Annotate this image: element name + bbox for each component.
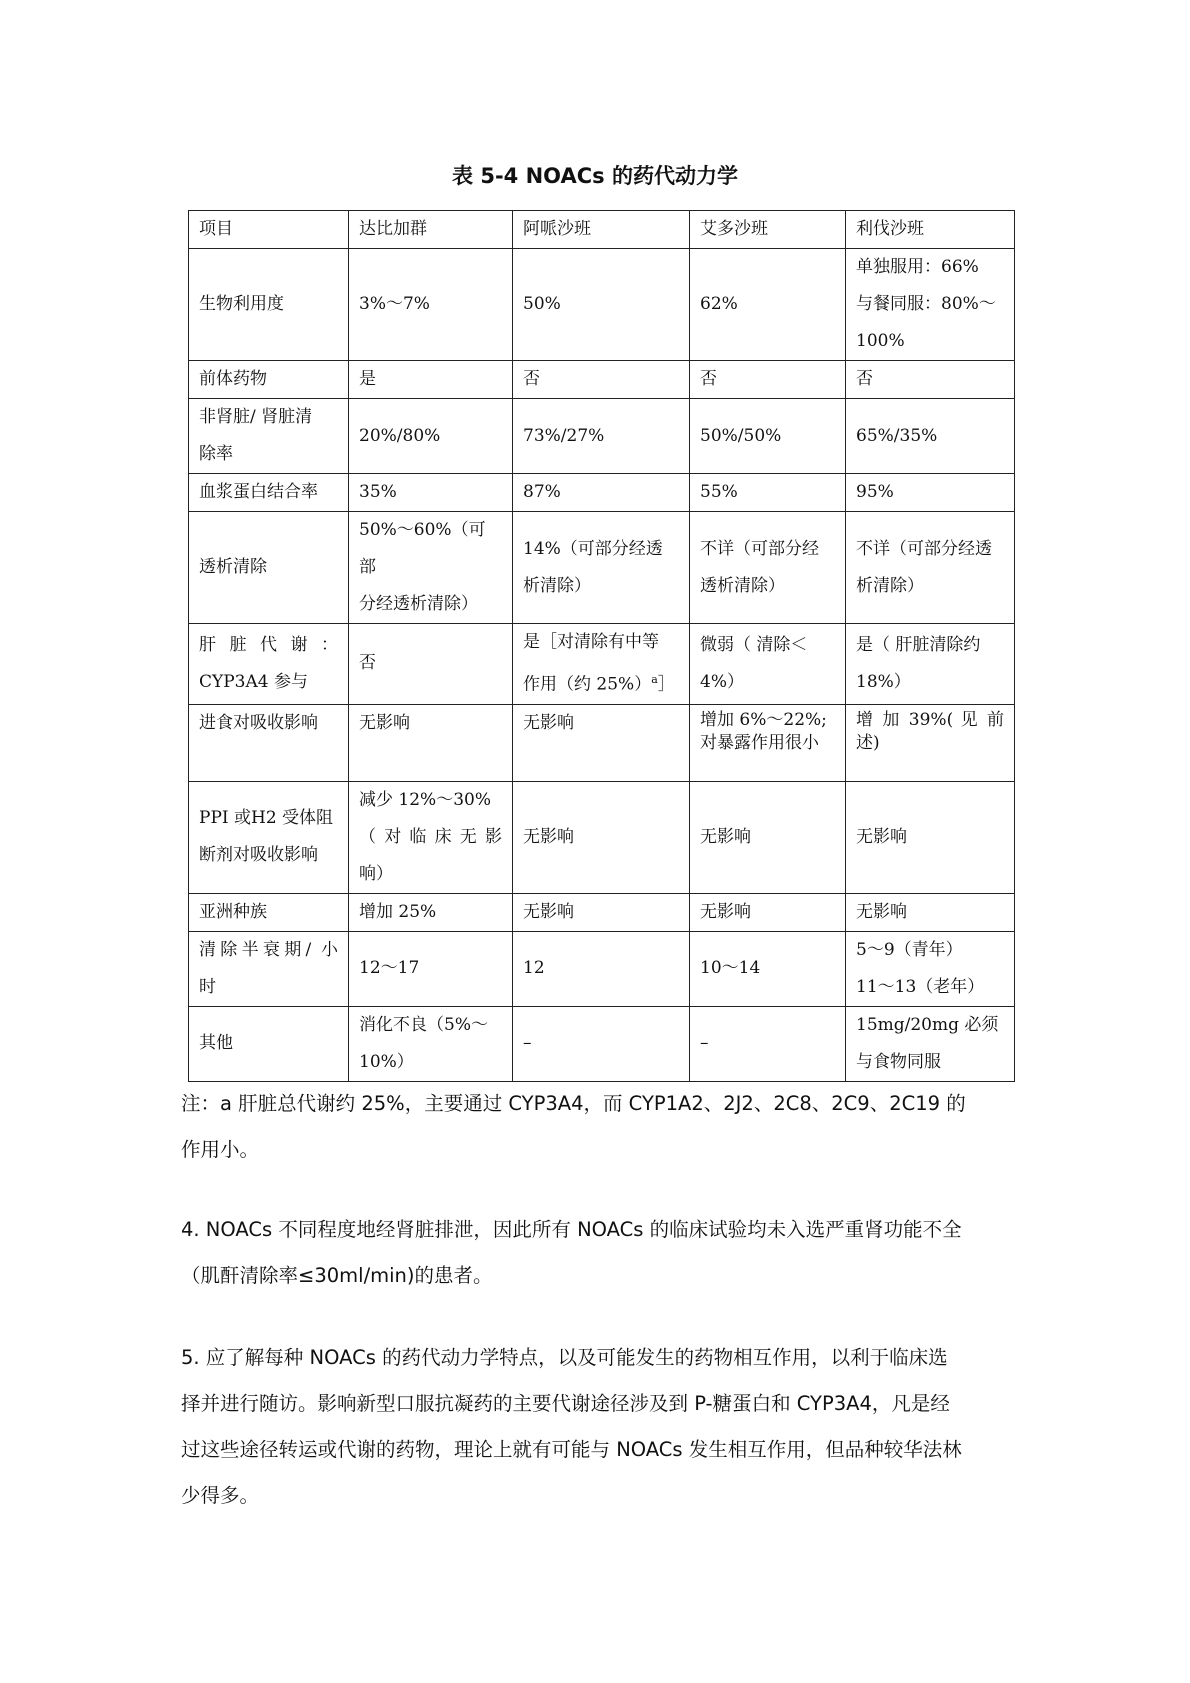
cell-line: 消化不良（5%～ xyxy=(359,1014,488,1035)
cell-line: 15mg/20mg 必须 xyxy=(856,1014,999,1035)
paragraph-line: （肌酐清除率≤30ml/min)的患者。 xyxy=(181,1264,493,1287)
cell-edoxaban: 无影响 xyxy=(690,893,846,931)
table-row xyxy=(189,624,1015,705)
footnote-mark: a xyxy=(651,673,658,686)
cell-edoxaban: 50%/50% xyxy=(690,399,846,474)
paragraph-line: 择并进行随访。影响新型口服抗凝药的主要代谢途径涉及到 P-糖蛋白和 CYP3A4，凡是经 xyxy=(181,1392,950,1415)
cell-line: 除率 xyxy=(199,444,233,464)
cell-line: 50%～60%（可部 xyxy=(359,520,486,577)
row-label xyxy=(189,931,349,1006)
cell-line: 非肾脏/ 肾脏清 xyxy=(199,407,313,427)
cell-line: 100% xyxy=(856,331,905,351)
cell-apixaban: 73%/27% xyxy=(513,399,690,474)
cell-dabigatran: 是 xyxy=(349,361,513,399)
table-row xyxy=(189,474,1015,512)
row-label: 其他 xyxy=(189,1006,349,1081)
cell-apixaban: 无影响 xyxy=(513,704,690,781)
cell-line: 单独服用：66% xyxy=(856,257,979,277)
cell-edoxaban xyxy=(690,704,846,781)
row-label xyxy=(189,781,349,893)
cell-line: 增加 6%～22%; xyxy=(700,709,827,730)
cell-apixaban xyxy=(513,512,690,624)
cell-apixaban: 87% xyxy=(513,474,690,512)
cell-apixaban: 无影响 xyxy=(513,781,690,893)
cell-line: 述) xyxy=(856,732,880,753)
cell-line: 响） xyxy=(359,863,393,884)
cell-line: 14%（可部分经透 xyxy=(523,538,663,559)
cell-line: 与食物同服 xyxy=(856,1051,941,1072)
pharmacokinetics-table xyxy=(188,210,1015,1082)
header-apixaban: 阿哌沙班 xyxy=(513,211,690,249)
cell-line: 透析清除） xyxy=(700,575,785,596)
cell-dabigatran xyxy=(349,781,513,893)
cell-rivaroxaban xyxy=(846,931,1015,1006)
cell-line: 对暴露作用很小 xyxy=(700,732,819,753)
row-label: 前体药物 xyxy=(189,361,349,399)
footnote-line: 注：a 肝脏总代谢约 25%，主要通过 CYP3A4，而 CYP1A2、2J2、2C8、2C9、2C19 的 xyxy=(181,1092,966,1115)
row-label xyxy=(189,624,349,705)
cell-apixaban: – xyxy=(513,1006,690,1081)
row-label xyxy=(189,399,349,474)
cell-line: 断剂对吸收影响 xyxy=(199,845,318,866)
table-footnote xyxy=(181,1081,1021,1173)
cell-line: 18%） xyxy=(856,671,911,692)
cell-edoxaban: 无影响 xyxy=(690,781,846,893)
table-header-row xyxy=(189,211,1015,249)
cell-line: 与餐同服：80%～ xyxy=(856,294,996,314)
cell-text: 作用（约 25%） xyxy=(523,674,652,695)
cell-line: 10%） xyxy=(359,1051,414,1072)
table-row xyxy=(189,893,1015,931)
cell-edoxaban: 10～14 xyxy=(690,931,846,1006)
cell-rivaroxaban xyxy=(846,624,1015,705)
header-item: 项目 xyxy=(189,211,349,249)
paragraph-line: 少得多。 xyxy=(181,1484,260,1507)
cell-rivaroxaban: 95% xyxy=(846,474,1015,512)
table-row xyxy=(189,781,1015,893)
header-rivaroxaban: 利伐沙班 xyxy=(846,211,1015,249)
cell-rivaroxaban xyxy=(846,704,1015,781)
cell-apixaban: 否 xyxy=(513,361,690,399)
cell-line: 清除半衰期/ 小 xyxy=(199,939,338,960)
cell-apixaban: 无影响 xyxy=(513,893,690,931)
cell-line: 不详（可部分经透 xyxy=(856,538,992,559)
cell-edoxaban: 否 xyxy=(690,361,846,399)
cell-line: 时 xyxy=(199,976,216,997)
cell-line: 分经透析清除） xyxy=(359,594,478,614)
row-label: 血浆蛋白结合率 xyxy=(189,474,349,512)
row-label: 亚洲种族 xyxy=(189,893,349,931)
cell-dabigatran: 35% xyxy=(349,474,513,512)
table-row xyxy=(189,361,1015,399)
paragraph-line: 5. 应了解每种 NOACs 的药代动力学特点，以及可能发生的药物相互作用，以利于临床选 xyxy=(181,1346,948,1369)
cell-line: 析清除） xyxy=(523,575,591,596)
cell-rivaroxaban xyxy=(846,1006,1015,1081)
cell-line: 肝 脏 代 谢 ： xyxy=(199,634,338,655)
paragraph-point-4 xyxy=(181,1207,1021,1299)
cell-apixaban: 12 xyxy=(513,931,690,1006)
cell-dabigatran: 增加 25% xyxy=(349,893,513,931)
cell-line: 析清除） xyxy=(856,575,924,596)
cell-edoxaban: 55% xyxy=(690,474,846,512)
cell-dabigatran: 3%～7% xyxy=(349,249,513,361)
cell-edoxaban xyxy=(690,624,846,705)
cell-line: 不详（可部分经 xyxy=(700,538,819,559)
table-row xyxy=(189,1006,1015,1081)
cell-dabigatran xyxy=(349,1006,513,1081)
paragraph-line: 过这些途径转运或代谢的药物，理论上就有可能与 NOACs 发生相互作用，但品种较华法林 xyxy=(181,1438,962,1461)
row-label: 生物利用度 xyxy=(189,249,349,361)
table-row xyxy=(189,512,1015,624)
paragraph-point-5 xyxy=(181,1335,1021,1519)
footnote-line: 作用小。 xyxy=(181,1138,260,1161)
cell-apixaban xyxy=(513,624,690,705)
row-label: 进食对吸收影响 xyxy=(189,704,349,781)
cell-dabigatran: 无影响 xyxy=(349,704,513,781)
header-dabigatran: 达比加群 xyxy=(349,211,513,249)
cell-line: 11～13（老年） xyxy=(856,976,985,997)
cell-edoxaban xyxy=(690,512,846,624)
table-row xyxy=(189,931,1015,1006)
cell-line: CYP3A4 参与 xyxy=(199,671,308,692)
cell-rivaroxaban: 65%/35% xyxy=(846,399,1015,474)
cell-rivaroxaban xyxy=(846,512,1015,624)
table-row xyxy=(189,249,1015,361)
cell-rivaroxaban xyxy=(846,249,1015,361)
paragraph-line: 4. NOACs 不同程度地经肾脏排泄，因此所有 NOACs 的临床试验均未入选严重肾功能不全 xyxy=(181,1218,962,1241)
cell-line: 增 加 39%( 见 前 xyxy=(856,709,1004,730)
cell-edoxaban: – xyxy=(690,1006,846,1081)
cell-dabigatran xyxy=(349,512,513,624)
cell-line: 5～9（青年） xyxy=(856,939,963,960)
cell-rivaroxaban: 无影响 xyxy=(846,893,1015,931)
cell-line xyxy=(523,661,679,704)
cell-dabigatran: 否 xyxy=(349,624,513,705)
cell-line: 是（ 肝脏清除约 xyxy=(856,634,981,655)
cell-dabigatran: 12～17 xyxy=(349,931,513,1006)
cell-text: ］ xyxy=(657,674,675,695)
table-row xyxy=(189,399,1015,474)
cell-apixaban: 50% xyxy=(513,249,690,361)
table-title: 表 5-4 NOACs 的药代动力学 xyxy=(452,164,738,188)
row-label: 透析清除 xyxy=(189,512,349,624)
cell-edoxaban: 62% xyxy=(690,249,846,361)
header-edoxaban: 艾多沙班 xyxy=(690,211,846,249)
cell-rivaroxaban: 否 xyxy=(846,361,1015,399)
table-row xyxy=(189,704,1015,781)
cell-line: 4%） xyxy=(700,671,744,692)
cell-line: 减少 12%～30% xyxy=(359,789,491,810)
cell-line: PPI 或H2 受体阻 xyxy=(199,808,334,829)
cell-dabigatran: 20%/80% xyxy=(349,399,513,474)
cell-rivaroxaban: 无影响 xyxy=(846,781,1015,893)
cell-line: 微弱（ 清除＜ xyxy=(700,634,808,655)
cell-line: 是［对清除有中等 xyxy=(523,632,659,652)
cell-line: （ 对 临 床 无 影 xyxy=(359,826,502,847)
